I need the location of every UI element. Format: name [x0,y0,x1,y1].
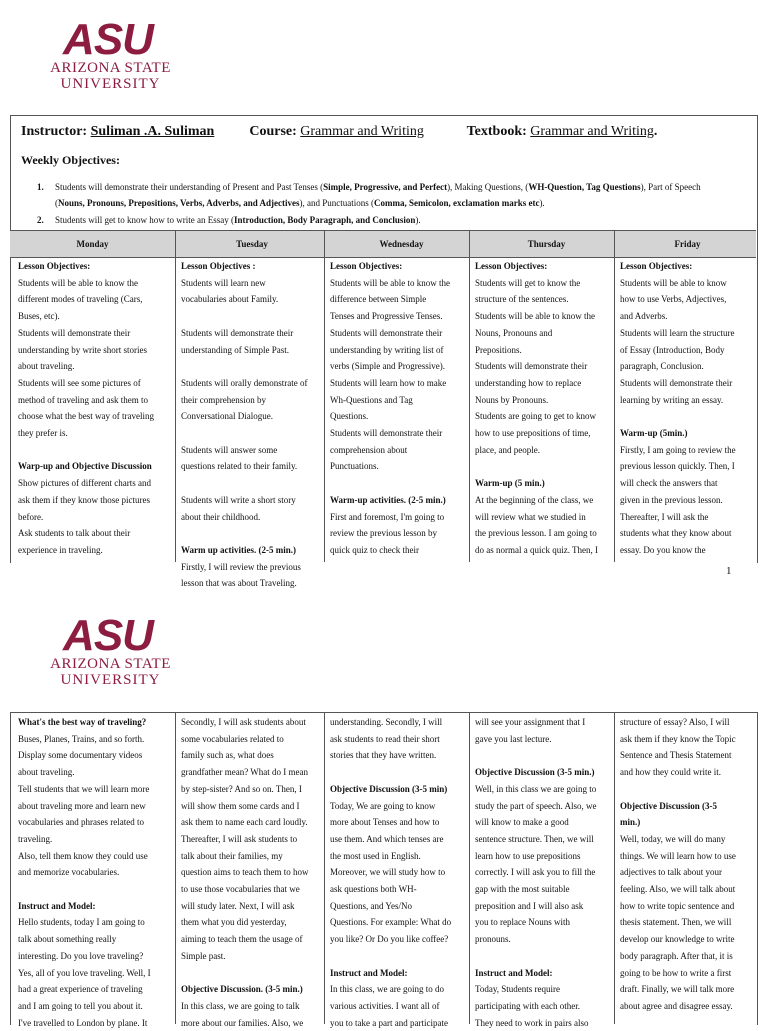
text-line: Students will demonstrate their [18,327,131,338]
text-line: different modes of traveling (Cars, [18,294,143,305]
text-line: Lesson Objectives: [475,261,548,271]
text-line: Students will learn how to make [330,377,447,388]
text-line: questions related to their family. [181,461,298,472]
text-line: aiming to teach them the usage of [181,934,303,945]
text-line: more about Tenses and how to [330,817,440,828]
text-line: method of traveling and ask them to [18,394,148,405]
text-line: and memorize vocabularies. [18,867,120,878]
column-divider [324,230,325,562]
asu-logo [48,611,178,688]
text-line: Students are going to get to know [475,411,596,422]
text-line: Moreover, we will study how to [330,867,446,878]
text-line: Students will demonstrate their [330,327,443,338]
asu-logo [48,15,178,92]
text-line: going to be how to write a first [620,967,732,978]
text-line: ask them to name each card loudly. [181,817,308,828]
text-line: how to write topic sentence and [620,900,735,911]
text-line: previous lesson quickly. Then, I [620,461,735,472]
text-line: will show them some cards and I [181,800,300,811]
wednesday-column [330,258,466,562]
text-line [18,442,173,459]
column-divider [175,230,176,562]
column-divider [469,230,470,562]
course-label: Course: [249,124,297,139]
text-line: you to replace Nouns with [475,917,570,928]
text-line: Today, Students require [475,984,561,995]
text-line: structure of essay? Also, I will [620,717,730,727]
text-line: Students will demonstrate their [330,428,443,439]
text-line: Secondly, I will ask students about [181,717,306,727]
text-line: Objective Discussion. (3-5 min.) [181,984,303,995]
day-monday: Monday [76,239,109,249]
emphasis: Simple, Progressive, and Perfect [323,182,448,192]
thursday-column [475,258,611,562]
objective-number: 1. [37,182,44,192]
text-line: At the beginning of the class, we [475,494,594,505]
text-line: Punctuations. [330,461,379,472]
text-line: Questions. [330,411,369,422]
text-line: comprehension about [330,444,408,455]
text-line: difference between Simple [330,294,427,305]
text-line: the most used in English. [330,850,421,861]
text-line: by step-sister? And so on. Then, I [181,783,302,794]
text-line: Lesson Objectives : [181,261,256,271]
tuesday-column [181,258,321,589]
text-line: about agree and disagree essay. [620,1000,733,1011]
page-2 [0,600,768,1028]
text-line: Well, today, we will do many [620,833,726,844]
monday-column [18,258,173,562]
text-line: participating with each other. [475,1000,580,1011]
text-line: Thereafter, I will ask students to [181,833,298,844]
text-line: question aims to teach them to how [181,867,309,878]
text-line: Firstly, I am going to review the [620,444,736,455]
text-line: Questions. For example: What do [330,917,452,928]
text-line: Warm up activities. (2-5 min.) [181,544,296,555]
text-line: interesting. Do you love traveling? [18,950,144,961]
text-line: pronouns. [475,934,511,945]
text-line: verbs (Simple and Progressive). [330,361,445,372]
text-line: Lesson Objectives: [620,261,693,271]
text-line: correctly. I will ask you to fill the [475,867,596,878]
text-line: Warp-up and Objective Discussion [18,461,152,472]
text-line: will review what we studied in [475,511,586,522]
text-line: given in the previous lesson. [620,494,723,505]
text-line: gave you last lecture. [475,733,552,744]
text-line: how to use Verbs, Adjectives, [620,294,727,305]
text-line: you like? Or Do you like coffee? [330,934,449,945]
day-tuesday: Tuesday [236,239,268,249]
days-header-row [10,230,756,258]
objective-number: 2. [37,215,44,225]
text-line: Firstly, I will review the previous [181,561,301,572]
objective-text: Students will get to know how to write an Essay (Introduction, Body Paragraph, and Conclusion). [55,215,421,225]
text-line [181,358,321,375]
text-line: Show pictures of different charts and [18,478,152,489]
text-line: and how they could write it. [620,767,721,778]
text-line: Students will orally demonstrate of [181,377,308,388]
textbook-label: Textbook: [466,124,527,139]
text-line: they prefer is. [18,428,68,439]
text-line: Objective Discussion (3-5 min.) [475,767,595,778]
text-line: Students will see some pictures of [18,377,141,388]
text-line [181,965,321,982]
asu-logo-mark: ASU [63,611,153,660]
text-line: Questions, and Yes/No [330,900,413,911]
column-divider [614,230,615,562]
text-line: stories that they have written. [330,750,437,761]
text-line: understanding. Secondly, I will [330,717,443,727]
text-line: Conversational Dialogue. [181,411,273,422]
text-line: vocabularies and phrases related to [18,817,144,828]
text-line: some vocabularies related to [181,733,284,744]
text-line: students what they know about [620,528,732,539]
text-line: them what you did yesterday, [181,917,287,928]
text-line: paragraph, Conclusion. [620,361,704,372]
column-divider [614,712,615,1024]
text-line: Nouns, Pronouns and [475,327,553,338]
text-line: Prepositions. [475,344,522,355]
text-line: vocabularies about Family. [181,294,279,305]
text-line: structure of the sentences. [475,294,569,305]
text-line: things. We will learn how to use [620,850,736,861]
text-line: body paragraph. After that, it is [620,950,733,961]
text-line [330,764,466,781]
text-line: of Essay (Introduction, Body [620,344,725,355]
text-line [620,408,752,425]
text-line [475,948,611,965]
text-line: Well, in this class we are going to [475,783,597,794]
column-divider [469,712,470,1024]
text-line: will know to make a good [475,817,569,828]
text-line: Students will answer some [181,444,278,455]
text-line [330,948,466,965]
emphasis: Nouns, Pronouns, Prepositions, Verbs, Adverbs, and Adjectives [58,198,300,208]
course-name: Grammar and Writing [300,124,424,139]
text-line: develop our knowledge to write [620,934,735,945]
text-line: the previous lesson. I am going to [475,528,597,539]
textbook-name: Grammar and Writing [530,124,654,139]
text-line: Ask students to talk about their [18,528,131,539]
text-line: ask questions both WH- [330,884,417,895]
text-line: use them. And which tenses are [330,833,444,844]
text-line: Hello students, today I am going to [18,917,145,928]
text-line: Lesson Objectives: [330,261,403,271]
text-line: essay. Do you know the [620,544,706,555]
text-line: What's the best way of traveling? [18,717,147,727]
text-line: Objective Discussion (3-5 [620,800,717,811]
text-line: their comprehension by [181,394,266,405]
text-line: Buses, etc). [18,311,60,322]
text-line: you to take a part and participate [330,1017,448,1028]
objective-1 [21,179,731,211]
text-line: Instruct and Model: [330,967,408,978]
text-line: various activities. I want all of [330,1000,440,1011]
column-divider [175,712,176,1024]
text-line: more about our families. Also, we [181,1017,304,1028]
text-line: Objective Discussion (3-5 min) [330,783,448,794]
text-line: about traveling. [18,767,75,778]
text-line: Warm-up (5 min.) [475,478,545,489]
text-line: and Adverbs. [620,311,668,322]
text-line [181,425,321,442]
text-line: sentence structure. Then, we will [475,833,594,844]
text-line: understanding by writing list of [330,344,444,355]
text-line: about traveling. [18,361,75,372]
text-line: quick quiz to check their [330,544,419,555]
instructor-label: Instructor: [21,124,88,139]
asu-logo-line2: UNIVERSITY [60,672,161,688]
text-line [181,475,321,492]
text-line: thesis statement. Then, we will [620,917,732,928]
header-row: Instructor: Suliman .A. Suliman Course: Grammar and Writing Textbook: Grammar and Writing. [21,124,658,139]
day-friday: Friday [674,239,701,249]
text-line: talk about their families, my [181,850,283,861]
asu-logo-line1: ARIZONA STATE [50,656,171,672]
text-line: feeling. Also, we will talk about [620,884,736,895]
text-line: Students will be able to know the [475,311,595,322]
text-line: Students will get to know the [475,277,581,288]
text-line: family such as, what does [181,750,274,761]
text-line: understanding by write short stories [18,344,147,355]
friday-column-continued [620,714,752,1024]
wednesday-column-continued [330,714,466,1028]
text-line: Students will demonstrate their [475,361,588,372]
thursday-column-continued [475,714,611,1028]
text-line: Buses, Planes, Trains, and so forth. [18,733,145,744]
text-line: Students will demonstrate their [620,377,733,388]
text-line: They need to work in pairs also [475,1017,589,1028]
text-line: Students will write a short story [181,494,296,505]
emphasis: Comma, Semicolon, exclamation marks etc [373,198,540,208]
text-line: will study later. Next, I will ask [181,900,295,911]
text-line: Students will learn new [181,277,266,288]
text-line: how to use prepositions of time, [475,428,591,439]
text-line [475,747,611,764]
column-divider [324,712,325,1024]
text-line: Tenses and Progressive Tenses. [330,311,443,322]
text-line: Students will learn the structure [620,327,735,338]
text-line: ask them if they know the Topic [620,733,736,744]
text-line: learn how to use prepositions [475,850,581,861]
text-line: understanding of Simple Past. [181,344,289,355]
text-line: Thereafter, I will ask the [620,511,709,522]
text-line: and I am going to tell you about it. [18,1000,143,1011]
text-line [18,881,173,898]
text-line: grandfather mean? What do I mean [181,767,309,778]
text-line: In this class, we are going to talk [181,1000,300,1011]
text-line: min.) [620,817,641,828]
text-line: First and foremost, I'm going to [330,511,445,522]
text-line: study the part of speech. Also, we [475,800,597,811]
text-line: Yes, all of you love traveling. Well, I [18,967,151,978]
text-line: Nouns by Pronouns. [475,394,549,405]
tuesday-column-continued [181,714,321,1028]
monday-column-continued [18,714,173,1028]
text-line: Wh-Questions and Tag [330,394,413,405]
text-line: Instruct and Model: [18,900,96,911]
text-line: Students will be able to know the [18,277,138,288]
text-line [330,475,466,492]
text-line: understanding how to replace [475,377,582,388]
instructor-name: Suliman .A. Suliman [90,124,215,139]
text-line: do as normal a quick quiz. Then, I [475,544,599,555]
text-line: place, and people. [475,444,540,455]
text-line: Simple past. [181,950,226,961]
text-line: Warm-up activities. (2-5 min.) [330,494,446,505]
text-line: traveling. [18,833,53,844]
day-wednesday: Wednesday [379,239,424,249]
text-line [475,458,611,475]
text-line: before. [18,511,44,522]
text-line: to use those vocabularies that we [181,884,300,895]
objective-text: Students will demonstrate their understanding of Present and Past Tenses (Simple, Progressive, and Perfect), Making Questions, (WH-Question, Tag Questions), Part of Speech (Nouns, Pronouns, Prepositions, Verbs, Adverbs, and Adjectives), and Punctuations (Comma, Semicolon, exclamation marks etc). [55,182,701,208]
text-line: In this class, we are going to do [330,984,444,995]
text-line: will check the answers that [620,478,718,489]
text-line: learning by writing an essay. [620,394,724,405]
text-line: Warm-up (5min.) [620,428,688,439]
text-line: Students will be able to know [620,277,727,288]
friday-column [620,258,752,562]
text-line: Tell students that we will learn more [18,783,150,794]
text-line: choose what the best way of traveling [18,411,154,422]
text-line: Today, We are going to know [330,800,436,811]
text-line: draft. Finally, we will talk more [620,984,735,995]
text-line: adjectives to talk about your [620,867,722,878]
asu-logo-mark: ASU [63,15,153,64]
emphasis: Introduction, Body Paragraph, and Conclusion [233,215,416,225]
text-line: Lesson Objectives: [18,261,91,271]
text-line [181,308,321,325]
asu-logo-line1: ARIZONA STATE [50,60,171,76]
objective-2 [21,212,731,228]
text-line: review the previous lesson by [330,528,437,539]
emphasis: WH-Question, Tag Questions [528,182,641,192]
text-line: talk about something really [18,934,117,945]
text-line: will see your assignment that I [475,717,586,727]
text-line: I've travelled to London by plane. It [18,1017,148,1028]
text-line: Sentence and Thesis Statement [620,750,732,761]
text-line: about traveling more and learn new [18,800,146,811]
text-line: Students will be able to know the [330,277,450,288]
text-line: about their childhood. [181,511,261,522]
page-number: 1 [726,565,732,577]
asu-logo-line2: UNIVERSITY [60,76,161,92]
text-line: lesson that was about Traveling. [181,578,297,589]
text-line: Students will demonstrate their [181,327,294,338]
text-line [620,781,752,798]
text-line: ask them if they know those pictures [18,494,150,505]
weekly-objectives-label: Weekly Objectives: [21,153,120,167]
text-line: Also, tell them know they could use [18,850,148,861]
text-line: preposition and I will also ask [475,900,584,911]
text-line: ask students to read their short [330,733,440,744]
text-line: had a great experience of traveling [18,984,143,995]
text-line [181,525,321,542]
text-line: Display some documentary videos [18,750,143,761]
text-line: Instruct and Model: [475,967,553,978]
text-line: experience in traveling. [18,544,103,555]
text-line: gap with the most suitable [475,884,570,895]
day-thursday: Thursday [527,239,566,249]
